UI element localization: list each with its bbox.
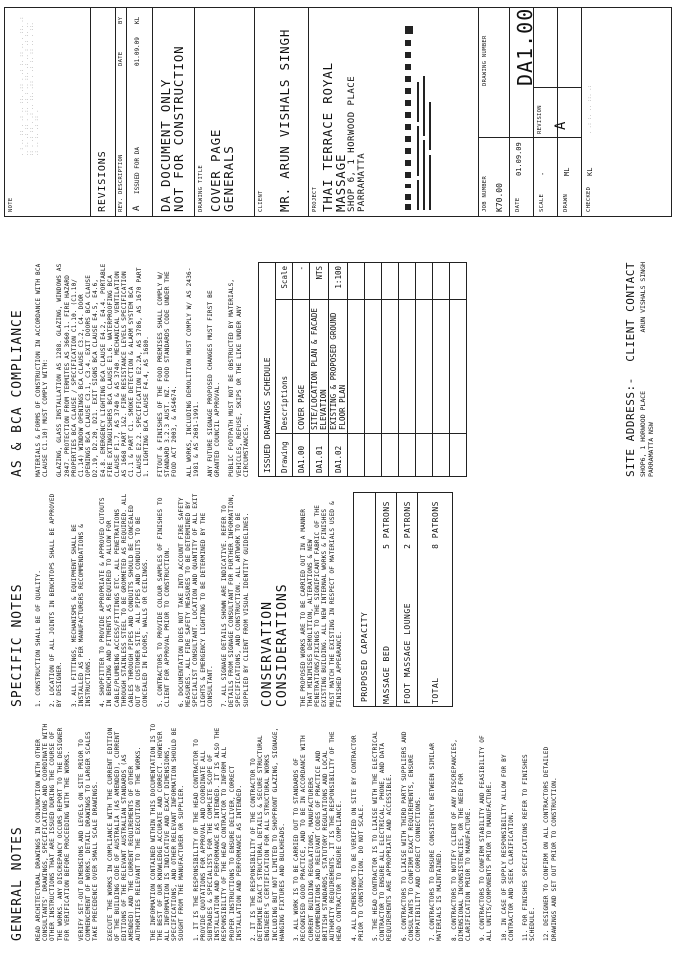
- schedule-header: Drawing: [276, 434, 293, 477]
- revision-description: ISSUED FOR DA: [134, 147, 141, 194]
- note-paragraph: 1. CONSTRUCTION SHALL BE OF QUALITY.: [35, 569, 42, 707]
- drawing-title-panel: [195, 8, 255, 216]
- note-paragraph: 6. DOCUMENTATION DOES NOT TAKE INTO ACCOUNT FIRE SAFETY MEASURES. ALL FIRE SAFETY MEASURES TO BE DETERMINED BY SPECIALIST CONSULTANT. LOCATION AND QUANTITY OF ALL EXIT LIGHTS & EMERGENCY LIGHTING TO BE DETERMINED BY THE CONSULTANT.: [178, 489, 214, 707]
- note-paragraph: 12. DESIGNER TO CONFIRM ON ALL CONTRACTORS DETAILED DRAWINGS AND SET OUT PRIOR TO CONSTRUCTION.: [543, 742, 558, 941]
- drawing-title-line: GENERALS: [221, 145, 236, 212]
- capacity-box: [353, 492, 453, 707]
- drawn-label: DRAWN: [563, 193, 569, 212]
- capacity-row: [376, 493, 397, 706]
- site-address-label: SITE ADDRESS:-: [624, 377, 637, 477]
- client-name: MR. ARUN VISHALS SINGH: [277, 28, 292, 212]
- drawn-value: ML: [563, 167, 571, 176]
- compliance-heading: AS & BCA COMPLIANCE: [10, 309, 25, 477]
- schedule-row: [310, 263, 329, 477]
- revision-by: KL: [134, 16, 141, 24]
- capacity-row: [397, 493, 418, 706]
- note-paragraph: PUBLIC FOOTPATH MUST NOT BE OBSTRUCTED BY MATERIALS, VEHICLES, REFUSE, SKIPS OR THE LIKE UNDER ANY CIRCUMSTANCES.: [228, 274, 250, 477]
- revision-rev: A: [132, 205, 142, 211]
- site-address-block: [624, 367, 655, 477]
- small-print-texture: . .: :. .. ::. .:: [587, 84, 592, 134]
- schedule-description: EXISTING & PROPOSED GROUND FLOOR PLAN: [329, 300, 348, 434]
- conservation-text: THE PROPOSED WORKS ARE TO BE CARRIED OUT IN A MANNER THAT MINIMISES DEMOLITION, ALTERATIONS & NEW PENETRATIONS/FIXINGS TO THE SIGNIFICANT FABRIC OF THE EXISTING BUILDING. ALL NEW INTERNAL WORKS & FINISHES MUST MATCH THE EXISTING IN RESPECT OF MATERIALS USED & FINISHED APPEARANCE.: [299, 497, 343, 707]
- revision-value: A: [553, 121, 569, 130]
- revision-header-by: BY: [118, 16, 124, 24]
- compliance-column: [10, 259, 655, 477]
- note-paragraph: 3. ALL FITTINGS, MECHANISMS & EQUIPMENT SHALL BE INSTALLED AS PER MANUFACTURERS RECOMMENDATIONS & INSTRUCTIONS.: [70, 520, 93, 707]
- schedule-header: Scale: [276, 263, 293, 300]
- job-info-panel: [479, 8, 673, 216]
- note-paragraph: READ ARCHITECTURAL DRAWINGS IN CONJUNCTION WITH OTHER CONSULTANTS' DRAWINGS, SPECIFICATIONS AND COORDINATE WITH OTHER INSTRUCTIONS THAT ARE ISSUED DURING THE COURSE OF THE WORKS. ANY DISCREPANCY OCCURS REPORT TO THE DESIGNER FOR VERIFICATION BEFORE PROCEEDING WITH THE WORKS.: [35, 719, 71, 941]
- capacity-value: 2 PATRONS: [397, 493, 418, 569]
- note-paragraph: 2. IT IS THE RESPONSIBILITY OF THE CONTRACTOR TO DETERMINE EXACT STRUCTURAL DETAILS & SECURE STRUCTURAL ENGINEER'S CERTIFICATION FOR ALL STRUCTURAL WORKS INCLUDING BUT NOT LIMITED TO SHOPFRONT GLAZING, SIGNAGE, HANGING FIXTURES AND BULKHEADS.: [250, 723, 286, 941]
- note-paragraph: ANY FUTURE SIGNAGE PROPOSED CHANGES MUST FIRST BE GRANTED COUNCIL APPROVAL.: [207, 286, 222, 477]
- client-contact-name: ARUN VISHALS SINGH: [639, 262, 647, 333]
- schedule-drawing: DA1.01: [310, 434, 329, 477]
- capacity-heading: PROPOSED CAPACITY: [354, 493, 376, 706]
- specific-notes-list: [35, 489, 250, 707]
- schedule-row: [329, 263, 348, 477]
- note-panel: [5, 8, 91, 216]
- checked-value: KL: [586, 167, 594, 176]
- status-panel: [153, 8, 195, 216]
- job-number: K70.00: [495, 183, 504, 212]
- drawing-number: DA1.00: [513, 7, 537, 86]
- job-number-label: JOB NUMBER: [482, 175, 488, 212]
- client-contact-label: CLIENT CONTACT: [624, 262, 637, 362]
- project-line: THAI TERRACE ROYAL: [320, 62, 335, 212]
- capacity-total-label: TOTAL: [430, 677, 440, 704]
- project-line: PARRAMATTA: [357, 152, 367, 212]
- note-paragraph: 5. CONTRACTORS TO PROVIDE COLOUR SAMPLES OF FINISHES TO CLIENT FOR APPROVAL PRIOR TO CONSTRUCTION.: [156, 493, 171, 707]
- client-contact-block: [624, 262, 647, 367]
- specific-notes-column: [10, 489, 453, 707]
- capacity-total-value: 8 PATRONS: [430, 501, 440, 549]
- revisions-panel: [91, 8, 153, 216]
- note-paragraph: ALL WORKS, INCLUDING DEMOLITION MUST COMPLY W/ AS 2436-1981 & AS 2601-1991.: [185, 267, 200, 477]
- site-address-line: PARRAMATTA NSW: [647, 422, 655, 477]
- schedule-description: COVER PAGE: [293, 300, 310, 434]
- project-panel: [309, 8, 479, 216]
- note-paragraph: 7. ALL SIGNAGE DETAILS SHOWN ARE INDICATIVE. REFER TO DETAILS FROM SIGNAGE CONSULTANT FOR FURTHER INFORMATION, SPECIFICATIONS, AND CONSTRUCTION. ALL ARTWORK TO BE SUPPLIED BY CLIENT FROM VISUAL IDENTITY GUIDELINES.: [221, 489, 250, 707]
- schedule-row: [293, 263, 310, 477]
- consultant-logo: [403, 12, 469, 212]
- date-value: 01.09.09: [515, 142, 523, 176]
- note-paragraph: 7. CONTRACTORS TO ENSURE CONSISTENCY BETWEEN SIMILAR MATERIALS IS MAINTAINED.: [429, 738, 444, 941]
- note-paragraph: 8. CONTRACTORS TO NOTIFY CLIENT OF ANY DISCREPANCIES, DIMENSIONAL INCONSISTENCIES, OR THE NEED FOR CLARIFICATION PRIOR TO MANUFACTURE.: [450, 735, 472, 941]
- note-paragraph: 3. ALL WORK IS TO BE CARRIED OUT TO STANDARDS OF RECOGNISED GOOD PRACTICE, AND TO BE IN ACCORDANCE WITH CURRENT BUILDING REGULATIONS, MANUFACTURERS RECOMMENDATIONS AND RELEVANT CODES OF PRACTICE AND BRITISH STANDARDS, STATUTORY REGULATIONS AND LOCAL AUTHORITY REQUIREMENTS. IT IS THE RESPONSIBILITY OF THE HEAD CONTRACTOR TO ENSURE COMPLIANCE.: [293, 727, 344, 941]
- client-label: CLIENT: [258, 190, 264, 212]
- note-paragraph: GLAZING, GLASS INSTALLATION AS 1288. GLAZING, WINDOWS AS 2047. PROTECTION FROM TERMITES AS 3660.1. FIRE HAZARD PROPERTIES BCA CLAUSE / SPECIFICATION C1.10. (C1.10/ C1.14) WINDOW OPENINGS BCA CLAUSE C3.2, C4. DOOR OPENINGS BCA CLAUSE C3.1, C3.4. EXIT DOORS BCA CLAUSE D2.19, D2.20, D21. EXIT SIGNS BCA CLAUSE E4.5, E4.6, E4.8. EMERGENCY LIGHTING BCA CLAUSE E4.2, E4.4. PORTABLE FIRE EXTINGUISHERS BCA CLAUSE E1.6. WATERPROOFING BCA CLAUSE F1.7, AS 3740 & AS 3740. MECHANICAL VENTILATION AS 1668 PART 1&2. FIRE RESISTANCE LEVELS SPECIFICATION C1.1 & PART C1. SMOKE DETECTION & ALARM SYSTEM BCA CLAUSE E2.2. SPECIFICATION E2.2A, AS 3786, AS 1670 PART 1. LIGHTING BCA CLAUSE F4.4, AS 1680.: [56, 259, 150, 477]
- revision-header-description: DESCRIPTION: [118, 154, 124, 194]
- project-line: MASSAGE: [333, 153, 348, 212]
- title-block: [4, 7, 672, 217]
- note-paragraph: VERIFY SET-OUT DIMENSIONS AND LEVELS ON SITE PRIOR TO COMMENCEMENT OF WORKS. DETAIL DRAWINGS TO LARGER SCALES TAKE PRECEDENCE OVER SMALL SCALE DRAWINGS.: [78, 727, 100, 941]
- schedule-scale: NTS: [310, 263, 329, 300]
- note-paragraph: 6. CONTRACTORS TO LIAISE WITH THIRD PARTY SUPPLIERS AND CONSULTANTS TO CONFIRM EXACT REQUIREMENTS, ENSURE COMPATIBILITY AND CORRECT CONNECTIONS.: [400, 727, 422, 941]
- revision-header-date: DATE: [118, 51, 124, 66]
- schedule-description: SITE/LOCATION PLAN & FACADE ELEVATION: [310, 300, 329, 434]
- project-line: SHOP 6, 1 HORWOOD PLACE: [347, 75, 357, 212]
- capacity-label: MASSAGE BED: [376, 569, 397, 706]
- drawing-schedule-table: [258, 262, 467, 477]
- capacity-label: FOOT MASSAGE LOUNGE: [397, 569, 418, 706]
- capacity-value: 5 PATRONS: [376, 493, 397, 569]
- project-label: PROJECT: [312, 186, 318, 212]
- revision-header-rev: REV.: [118, 197, 124, 212]
- revisions-heading: REVISIONS: [97, 150, 108, 212]
- schedule-header: Descriptions: [276, 300, 293, 434]
- general-notes-column: [10, 719, 565, 941]
- status-line: NOT FOR CONSTRUCTION: [171, 45, 186, 212]
- date-label: DATE: [515, 197, 521, 212]
- note-paragraph: 5. THE HEAD CONTRACTOR IS TO LIAISE WITH THE ELECTRICAL CONTRACTOR TO ENSURE ALL ELECTRICAL, PHONE, AND DATA REQUIREMENTS ARE APPROPRIATE AND ACCESSIBLE.: [371, 727, 394, 941]
- general-notes-list: [35, 719, 558, 941]
- note-paragraph: 1. IT IS THE RESPONSIBILITY OF THE HEAD CONTRACTOR TO PROVIDE QUOTATIONS FOR APPROVAL AND COORDINATE ALL SUBTRADES & SPECIALISTS FOR THE COMPLETE SCOPE OF INSTALLATION AND PERFORMANCE AS INTENDED. IT IS ALSO THE RESPONSIBILITY OF THE HEAD CONTRACTOR TO INFORM ALL PROPER INSTRUCTIONS TO ENSURE DELIVER, CORRECT INSTALLATION AND PERFORMANCE AS INTENDED.: [192, 723, 243, 941]
- drawing-title-line: COVER PAGE: [208, 128, 223, 212]
- note-paragraph: FITOUT & FINISHES OF THE FOOD PREMISES SHALL COMPLY W/ STANDARD 3.2.3 AUST. NZ. FOOD STANDARDS CODE UNDER THE FOOD ACT 2003, & AS4674.: [157, 267, 179, 477]
- status-line: DA DOCUMENT ONLY: [158, 78, 173, 212]
- schedule-drawing: DA1.00: [293, 434, 310, 477]
- note-paragraph: THE INFORMATION CONTAINED WITHIN THIS DOCUMENTATION IS TO THE BEST OF OUR KNOWLEDGE ACCURATE AND CORRECT. HOWEVER ALL INFORMATION IS INDICATIVE AND EXACT DIMENSIONS, SPECIFICATIONS, AND OTHER RELEVANT INFORMATION SHOULD BE SOUGHT FROM THE MANUFACTURER OR SUPPLIER.: [149, 719, 186, 941]
- note-paragraph: MATERIALS & FORMS OF CONSTRUCTION IN ACCORDANCE WITH BCA CLAUSE C1.10) MUST COMPLY WITH:: [35, 259, 50, 477]
- capacity-table: [376, 493, 452, 706]
- note-paragraph: 4. SHOPFITTER TO PROVIDE APPROPRIATE & APPROVED CUTOUTS IN BENCHING AND FITMENTS AS REQUIRED TO ALLOW FOR CABLE/PLUMBING ACCESS/FITTINGS ETC. ALL PENETRATIONS THROUGH STAINLESS STEEL TO BE GROMMETED AS REQUIRED. ALL CABLES THROUGH PIPES AND CONDUITS SHOULD BE CONCEALED OUT OF CUSTOMER SITE. ALL PIPES AND CONDUITS TO BE CONCEALED IN FLOORS, WALLS OR CEILINGS.: [99, 489, 150, 707]
- revision-label: REVISION: [537, 105, 543, 134]
- specific-notes-heading: SPECIFIC NOTES: [10, 583, 25, 707]
- checked-label: CHECKED: [586, 186, 592, 212]
- small-print-texture: . : .. :: . .: .. ::. .:: . .: :. :: .. . ::. .: .. :. .: :: . .:. .: : .. ::. .: .. : .: :. .. :: . .: :: . .: .. ::. .:: . .: :. :: .. . ::. .: .. :. .: :: .: [19, 16, 39, 156]
- drawing-number-label: DRAWING NUMBER: [482, 35, 488, 86]
- general-notes-heading: GENERAL NOTES: [10, 826, 25, 941]
- schedule-scale: -: [293, 263, 310, 300]
- conservation-heading: CONSERVATION CONSIDERATIONS: [259, 583, 290, 707]
- note-paragraph: 11. FOR FINISHES SPECIFICATIONS REFER TO FINISHES SCHEDULE.: [521, 750, 537, 941]
- drawing-title-label: DRAWING TITLE: [198, 165, 204, 212]
- capacity-total-row: [418, 493, 453, 706]
- note-paragraph: 2. LOCATION OF ALL JOINTS IN BENCHTOPS SHALL BE APPROVED BY DESIGNER.: [49, 489, 64, 707]
- note-paragraph: 9. CONTRACTORS TO CONFIRM STABILITY AND FEASIBILITY OF ALL UNITS/COMPONENTS PRIOR TO MANUFACTURE.: [479, 731, 494, 941]
- revision-date: 01.09.09: [134, 37, 141, 66]
- compliance-list: [35, 259, 250, 477]
- note-paragraph: 10. IN CASE OF SUPPLY RESPONSIBILITY ALLOW FOR BY CONTRACTOR AND SEEK CLARIFICATION.: [500, 750, 515, 941]
- note-paragraph: EXECUTE THE WORKS IN COMPLIANCE WITH THE CURRENT EDITION OF THE BUILDING CODE OF AUSTRALIA (AS AMENDED), CURRENT EDITIONS OF THE RELEVANT AUSTRALIAN STANDARDS (AS AMENDED) AND THE CURRENT REQUIREMENTS OF OTHER AUTHORITIES RELEVANT TO THE EXECUTION OF THE WORKS.: [106, 723, 143, 941]
- schedule-title: ISSUED DRAWINGS SCHEDULE: [259, 263, 276, 477]
- note-label: NOTE: [8, 197, 14, 212]
- schedule-scale: 1:100: [329, 263, 348, 300]
- scale-label: SCALE: [539, 193, 545, 212]
- schedule-drawing: DA1.02: [329, 434, 348, 477]
- firm-logo-graphic: [403, 12, 465, 212]
- client-panel: [255, 8, 309, 216]
- schedule-header-row: [276, 263, 293, 477]
- scale-value: -: [539, 171, 547, 176]
- note-paragraph: 4. ALL DIMENSIONS TO BE VERIFIED ON SITE BY CONTRACTOR PRIOR TO CONSTRUCTION. DO NOT SCALE.: [350, 731, 365, 941]
- site-address-line: SHOP6, 1 HORWOOD PLACE: [639, 390, 647, 477]
